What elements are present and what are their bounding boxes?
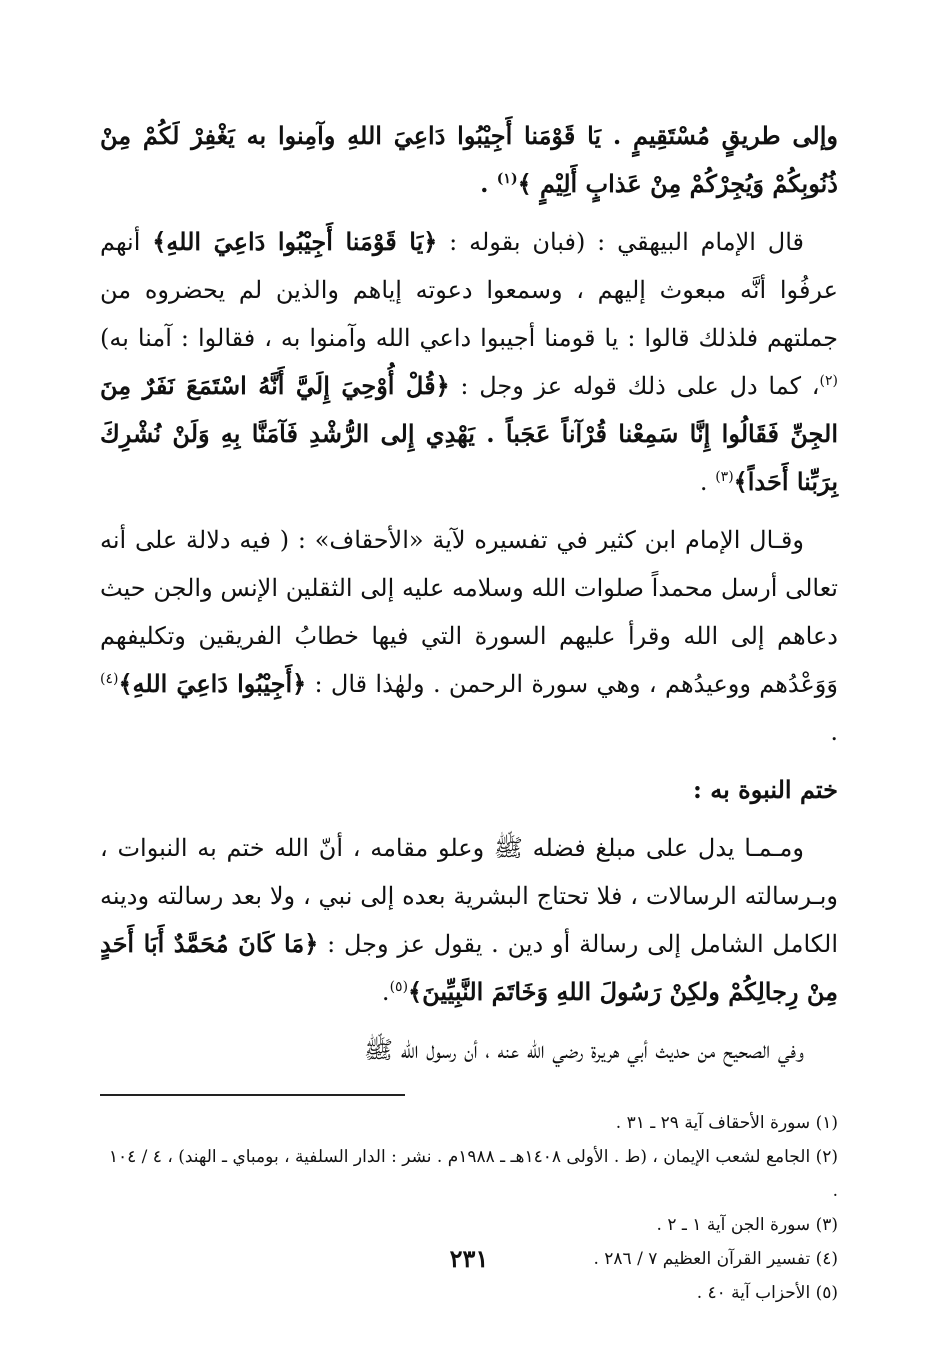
footnote-separator-wrap [100, 1084, 838, 1106]
footnote-ref-3[interactable]: (٣) [715, 469, 734, 485]
paragraph-4: ومـمـا يدل على مبلغ فضله ﷺ وعلو مقامه ، أنّ الله ختم به النبوات ، وبـرسالته الرسالات ، فلا تحتاج البشرية بعده إلى نبي ، ولا بعد رسالته ودينه الكامل الشامل إلى رسالة أو دين . يقول عز وجل : ﴿مَا كَانَ مُحَمَّدٌ أَبَا أَحَدٍ مِنْ رِجالِكُمْ ولكِنْ رَسُولَ اللهِ وَخَاتَمَ النَّبِيِّينَ﴾$^{(٥)}$. [100, 834, 838, 1006]
footnotes [100, 1106, 838, 1310]
quran-verse: ﴿مَا كَانَ مُحَمَّدٌ أَبَا أَحَدٍ مِنْ رِجالِكُمْ ولكِنْ رَسُولَ اللهِ وَخَاتَمَ النَّبِيِّينَ﴾ [100, 929, 838, 1006]
quran-verse: ﴿يَا قَوْمَنا أَجِيْبُوا دَاعِيَ اللهِ﴾ [152, 227, 438, 256]
paragraph-1: وإلى طريقٍ مُسْتَقِيمٍ . يَا قَوْمَنا أَجِيْبُوا دَاعِيَ اللهِ وآمِنوا به يَغْفِرْ لَكُمْ مِنْ ذُنُوبِكُمْ وَيُجِرْكُمْ مِنْ عَذابٍ أَلِيْمٍ ﴾$^{(١)}$ . [100, 121, 838, 198]
footnote-1: (١) سورة الأحقاف آية ٢٩ ـ ٣١ . [615, 1113, 838, 1133]
paragraph-2: قال الإمام البيهقي : (فبان بقوله : ﴿يَا قَوْمَنا أَجِيْبُوا دَاعِيَ اللهِ﴾ أنهم عرفُوا أنَّه مبعوث إليهم ، وسمعوا دعوته إياهم والذين لم يحضروه من جملتهم فلذلك قالوا : يا قومنا أجيبوا داعي الله وآمنوا به ، فقالوا : آمنا به)$^{(٢)}$، كما دل على ذلك قوله عز وجل : ﴿قُلْ أُوْحِيَ إِلَيَّ أَنَّهُ اسْتَمَعَ نَفَرٌ مِنَ الجِنِّ فَقَالُوا إِنَّا سَمِعْنا قُرْآناً عَجَباً . يَهْدِي إِلى الرُّشْدِ فَآمَنَّا بِهِ وَلَنْ نُشْرِكَ بِرَبِّنا أَحَداً﴾$^{(٣)}$ . [100, 227, 838, 496]
footnote-ref-5[interactable]: (٥) [389, 979, 409, 995]
page-number: ٢٣١ [449, 1244, 489, 1273]
footnote-2: (٢) الجامع لشعب الإيمان ، (ط . الأولى ١٤٠٨هـ ـ ١٩٨٨م . نشر : الدار السلفية ، بومباي ـ الهند) ، ٤ / ١٠٤ . [108, 1147, 838, 1201]
footnote-4: (٤) تفسير القرآن العظيم ٧ / ٢٨٦ . [593, 1249, 838, 1269]
quran-verse: ﴿أَجِيْبُوا دَاعِيَ اللهِ﴾ [118, 669, 307, 698]
quran-verse: ﴿قُلْ أُوْحِيَ إِلَيَّ أَنَّهُ اسْتَمَعَ نَفَرٌ مِنَ الجِنِّ فَقَالُوا إِنَّا سَمِعْنا قُرْآناً عَجَباً . يَهْدِي إِلى الرُّشْدِ فَآمَنَّا بِهِ وَلَنْ نُشْرِكَ بِرَبِّنا أَحَداً﴾ [100, 371, 838, 496]
paragraph-5: وفي الصحيح من حديث أبي هريرة رضي الله عنه ، أن رسول الله ﷺ [363, 1036, 804, 1064]
footnote-ref-1[interactable]: (١) [496, 171, 518, 187]
paragraph-3: وقـال الإمام ابن كثير في تفسيره لآية «الأحقاف» : ( فيه دلالة على أنه تعالى أرسل محمداً صلوات الله وسلامه عليه إلى الثقلين الإنس والجن حيث دعاهم إلى الله وقرأ عليهم السورة التي فيها خطابُ الفريقين وتكليفهم وَوَعْدُهم ووعيدُهم ، وهي سورة الرحمن . ولهٰذا قال : ﴿أَجِيْبُوا دَاعِيَ اللهِ﴾$^{(٤)}$ . [100, 526, 838, 746]
section-heading: ختم النبوة به : [693, 775, 838, 804]
footnote-3: (٣) سورة الجن آية ١ ـ ٢ . [656, 1215, 838, 1235]
footnote-5: (٥) الأحزاب آية ٤٠ . [696, 1283, 838, 1303]
footnote-ref-4[interactable]: (٤) [100, 671, 119, 687]
quran-verse: وإلى طريقٍ مُسْتَقِيمٍ . يَا قَوْمَنا أَجِيْبُوا دَاعِيَ اللهِ وآمِنوا به يَغْفِرْ لَكُمْ مِنْ ذُنُوبِكُمْ وَيُجِرْكُمْ مِنْ عَذابٍ أَلِيْمٍ ﴾ [100, 121, 838, 198]
footnote-ref-2[interactable]: (٢) [819, 373, 838, 389]
footnote-separator [100, 1094, 405, 1096]
